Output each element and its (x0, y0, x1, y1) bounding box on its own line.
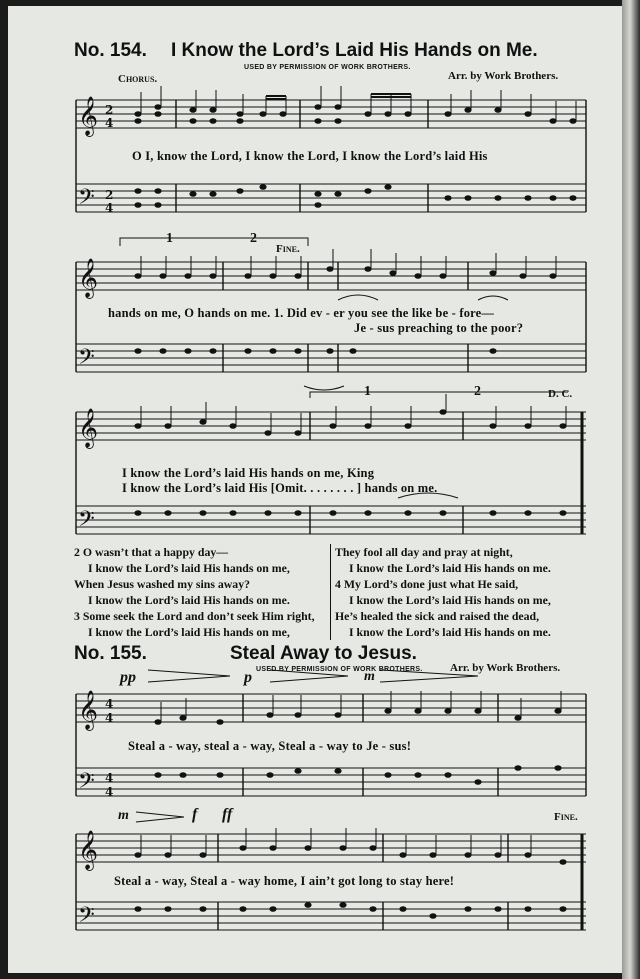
svg-text:2: 2 (105, 103, 114, 117)
hymn-number-2: No. 155. (74, 643, 147, 664)
svg-text:4: 4 (105, 771, 114, 785)
verse-line: 4 My Lord’s done just what He said, (335, 577, 519, 591)
verse-line: I know the Lord’s laid His hands on me. (349, 625, 551, 639)
arranger-credit: Arr. by Work Brothers. (448, 70, 559, 82)
chorus-label: Chorus. (118, 73, 158, 85)
ending-2-label-b: 2 (474, 384, 481, 399)
verse-line: I know the Lord’s laid His hands on me, (349, 593, 551, 607)
svg-text:4: 4 (105, 201, 114, 215)
verse-line: 3 Some seek the Lord and don’t seek Him right, (74, 609, 315, 623)
dc-label: D. C. (548, 388, 573, 400)
svg-text:𝄢: 𝄢 (78, 345, 95, 375)
verse-line: I know the Lord’s laid His hands on me, (88, 625, 290, 639)
svg-text:𝄢: 𝄢 (78, 507, 95, 537)
permission-note-2: USED BY PERMISSION OF WORK BROTHERS. (256, 666, 423, 673)
svg-text:𝄞: 𝄞 (78, 830, 99, 870)
hymnal-page (8, 6, 622, 973)
svg-text:𝄞: 𝄞 (78, 408, 99, 448)
lyric-line-5: Steal a - way, Steal a - way home, I ain’t got long to stay here! (114, 874, 455, 888)
svg-text:2: 2 (105, 188, 114, 202)
lyric-line-2b: Je - sus preaching to the poor? (354, 321, 524, 335)
column-divider (330, 544, 331, 640)
svg-text:𝄢: 𝄢 (78, 185, 95, 215)
verse-line: 2 O wasn’t that a happy day— (74, 545, 229, 559)
ending-2-label: 2 (250, 231, 257, 246)
verse-line: I know the Lord’s laid His hands on me. (88, 593, 290, 607)
verses-right-column (335, 544, 551, 640)
verse-line: He’s healed the sick and raised the dead, (335, 609, 540, 623)
svg-text:4: 4 (105, 116, 114, 130)
hymn-number: No. 154. (74, 40, 147, 61)
svg-text:4: 4 (105, 697, 114, 711)
hymn-title-2: Steal Away to Jesus. (230, 643, 417, 664)
dynamic-m: m (364, 669, 375, 684)
svg-text:𝄢: 𝄢 (78, 769, 95, 799)
lyric-line-4: Steal a - way, steal a - way, Steal a - way to Je - sus! (128, 739, 412, 753)
svg-text:4: 4 (105, 785, 114, 799)
ending-1-label: 1 (166, 231, 173, 246)
hymn-title: I Know the Lord’s Laid His Hands on Me. (171, 40, 538, 61)
dynamic-f: f (192, 806, 198, 823)
dynamic-p: p (244, 669, 252, 686)
fine-label-2: Fine. (554, 811, 578, 823)
verse-line: I know the Lord’s laid His hands on me, (88, 561, 290, 575)
dynamic-pp: pp (120, 669, 136, 686)
svg-text:𝄞: 𝄞 (78, 258, 99, 298)
verse-line: I know the Lord’s laid His hands on me. (349, 561, 551, 575)
lyric-line-3a: I know the Lord’s laid His hands on me, King (122, 466, 375, 480)
svg-text:𝄢: 𝄢 (78, 903, 95, 933)
verse-line: They fool all day and pray at night, (335, 545, 513, 559)
svg-text:𝄞: 𝄞 (78, 690, 99, 730)
arranger-credit-2: Arr. by Work Brothers. (450, 662, 561, 674)
ending-1-label-b: 1 (364, 384, 371, 399)
verse-line: When Jesus washed my sins away? (74, 577, 251, 591)
svg-text:4: 4 (105, 711, 114, 725)
verses-left-column (74, 544, 315, 640)
svg-text:𝄞: 𝄞 (78, 96, 99, 136)
lyric-line-2a: hands on me, O hands on me. 1. Did ev - er you see the like be - fore— (108, 306, 495, 320)
lyric-line-1: O I, know the Lord, I know the Lord, I know the Lord’s laid His (132, 149, 488, 163)
dynamic-ff: ff (222, 806, 233, 823)
lyric-line-3b: I know the Lord’s laid His [Omit. . . . . . . . ] hands on me. (122, 481, 438, 495)
permission-note: USED BY PERMISSION OF WORK BROTHERS. (244, 64, 411, 71)
dynamic-m-2: m (118, 808, 129, 823)
book-edge (622, 0, 640, 979)
fine-label: Fine. (276, 243, 300, 255)
